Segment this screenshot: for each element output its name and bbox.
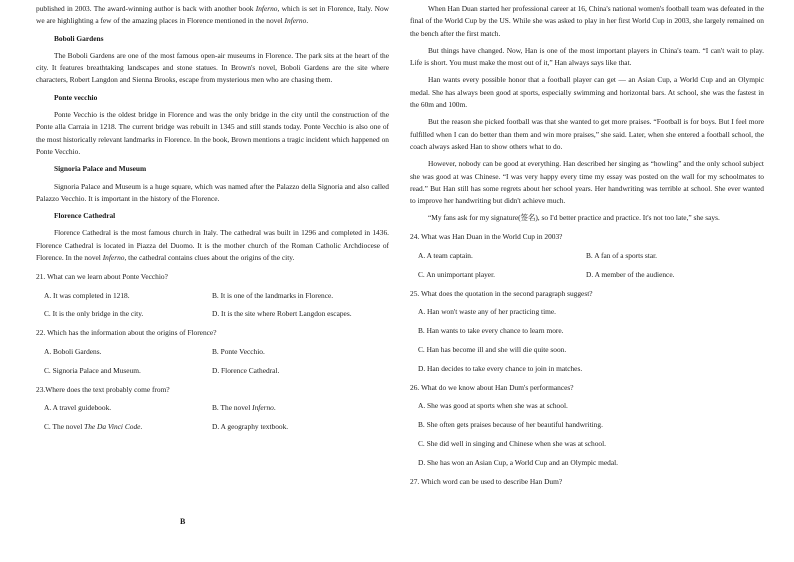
question-23-stem: 23.Where does the text probably come from?: [36, 384, 170, 394]
passage-paragraph-3: Han wants every possible honor that a football player can get — an Asian Cup, a World Cup and an Olympic medal. She has always been good at sports, especially swimming and horizontal bars. At school, she was the fastest in the 60m and 100m.: [410, 75, 764, 110]
intro-italic-title-2: Inferno: [284, 16, 307, 26]
q24-option-c[interactable]: C. An unimportant player.: [418, 269, 495, 279]
cathedral-text-1: Florence Cathedral is the most famous church in Italy. The cathedral was built in 1296 and completed in 1436. Florence Cathedral is located in Piazza del Duomo. It is the mother church of the Roman Catholic Archdiocese of Florence. In the novel: [36, 228, 389, 263]
passage-paragraph-5: However, nobody can be good at everything. Han described her singing as “howling” and the only school subject she was good at was Chinese. “I was very happy every time my essay was posted on the wall for my schoolmates to read.” But Han still has some regrets about her school years. Her handwriting was terrible at school. She ever wanted to improve her handwriting but didn't achieve much.: [410, 159, 764, 206]
section-heading-cathedral: Florence Cathedral: [54, 211, 116, 221]
q21-option-b[interactable]: B. It is one of the landmarks in Florence.: [212, 290, 334, 300]
passage-paragraph-2: But things have changed. Now, Han is one of the most important players in China's team. “I can't wait to play. Life is short. You must make the most out of it,” Han always says like that.: [410, 45, 764, 68]
q23-option-c[interactable]: [36, 421, 204, 433]
question-21-options-row-1: [36, 290, 389, 302]
q23-option-b-italic: Inferno: [252, 403, 274, 413]
q24-option-d[interactable]: D. A member of the audience.: [586, 269, 675, 279]
section-text-signoria: Signoria Palace and Museum is a huge square, which was named after the Palazzo della Signoria and also called Palazzo Vecchio. It is important in the history of the Florence.: [36, 181, 389, 203]
cathedral-italic-title: Inferno: [102, 253, 125, 263]
page-letter: B: [180, 517, 186, 526]
passage-paragraph-4: But the reason she picked football was that she wanted to get more praises. “Football is for boys. But I feel more fulfilled when I can do better than them and win more praises,” she said. Later, when she entered a football school, the coach always asked Han to show others what to do.: [410, 117, 764, 151]
q25-option-c[interactable]: C. Han has become ill and she will die quite soon.: [418, 345, 567, 355]
q21-option-c[interactable]: C. It is the only bridge in the city.: [44, 309, 144, 319]
q23-option-c-end: .: [140, 422, 143, 432]
right-column: [410, 0, 764, 488]
passage-paragraph-1: When Han Duan started her professional career at 16, China's national women's football team was defeated in the final of the World Cup by the US. While she was asked to play in her first World Cup in 2003, she largely remained on the bench after the first match.: [410, 4, 764, 38]
question-22-options-row-2: [36, 365, 389, 377]
question-24-options-row-1: [410, 250, 764, 262]
q23-option-a[interactable]: A. A travel guidebook.: [44, 403, 112, 413]
q23-option-c-italic: The Da Vinci Code: [84, 422, 141, 432]
question-27-stem: 27. Which word can be used to describe Han Dum?: [410, 476, 563, 486]
question-26-stem: 26. What do we know about Han Dum's performances?: [410, 382, 574, 392]
q22-option-b[interactable]: B. Ponte Vecchio.: [212, 347, 265, 357]
question-22-options-row-1: [36, 346, 389, 358]
q26-option-b[interactable]: B. She often gets praises because of her beautiful handwriting.: [418, 420, 603, 430]
q23-option-b-text: B. The novel: [212, 403, 253, 413]
q23-option-b-end: .: [273, 403, 276, 413]
question-23-options-row-2: [36, 421, 389, 433]
passage-paragraph-6: “My fans ask for my signature(签名), so I'd better practice and practice. It's not too late,” she says.: [428, 213, 720, 223]
question-22-stem: 22. Which has the information about the origins of Florence?: [36, 328, 217, 338]
intro-text-2: , which is set in Florence, Italy. Now we are highlighting a few of the amazing places in Florence mentioned in the novel: [36, 4, 390, 26]
q21-option-d[interactable]: D. It is the site where Robert Langdon escapes.: [212, 309, 352, 319]
question-24-stem: 24. What was Han Duan in the World Cup in 2003?: [410, 232, 563, 242]
section-text-ponte: Ponte Vecchio is the oldest bridge in Florence and was the only bridge in the city until the construction of the Ponte alla Carraia in 1218. The current bridge was rebuilt in 1345 and still stands today. Ponte Vecchio is also one of the most historically relevant landmarks in Florence. In the book, Brown mentions a tragic incident which happened on Ponte Vecchio.: [36, 110, 389, 156]
q22-option-a[interactable]: A. Boboli Gardens.: [44, 347, 102, 357]
q24-option-a[interactable]: A. A team captain.: [418, 251, 473, 261]
q26-option-a[interactable]: A. She was good at sports when she was at school.: [418, 401, 568, 411]
left-column: [36, 0, 389, 434]
section-heading-boboli: Boboli Gardens: [54, 33, 104, 43]
q22-option-c[interactable]: C. Signoria Palace and Museum.: [44, 365, 141, 375]
section-text-cathedral: [36, 227, 389, 264]
q25-option-b[interactable]: B. Han wants to take every chance to learn more.: [418, 326, 564, 336]
intro-paragraph: [36, 3, 389, 28]
question-25-stem: 25. What does the quotation in the second paragraph suggest?: [410, 288, 593, 298]
q23-option-c-text: C. The novel: [44, 422, 85, 432]
question-21-stem: 21. What can we learn about Ponte Vecchio?: [36, 271, 168, 281]
q24-option-b[interactable]: B. A fan of a sports star.: [586, 251, 658, 261]
q25-option-d[interactable]: D. Han decides to take every chance to join in matches.: [418, 363, 583, 373]
intro-text-1: published in 2003. The award-winning author is back with another book: [36, 4, 256, 13]
question-21-options-row-2: [36, 308, 389, 320]
section-heading-ponte: Ponte vecchio: [54, 92, 98, 102]
section-heading-signoria: Signoria Palace and Museum: [54, 164, 147, 174]
intro-text-3: .: [306, 16, 309, 26]
section-text-boboli: The Boboli Gardens are one of the most famous open-air museums in Florence. The park sits at the heart of the city. It features breathtaking landscapes and stone statues. In Brown's novel, Boboli Gardens are the site where characters, Robert Langdon and Sienna Brooks, escape from mysterious men who are chasing them.: [36, 50, 389, 85]
question-23-options-row-1: [36, 402, 389, 414]
intro-italic-title-1: Inferno: [255, 4, 278, 13]
q23-option-b[interactable]: [204, 402, 372, 414]
q25-option-a[interactable]: A. Han won't waste any of her practicing time.: [418, 307, 557, 317]
q26-option-d[interactable]: D. She has won an Asian Cup, a World Cup and an Olympic medal.: [418, 457, 619, 467]
q26-option-c[interactable]: C. She did well in singing and Chinese when she was at school.: [418, 439, 607, 449]
cathedral-text-2: , the cathedral contains clues about the origins of the city.: [124, 253, 295, 263]
q21-option-a[interactable]: A. It was completed in 1218.: [44, 290, 130, 300]
q22-option-d[interactable]: D. Florence Cathedral.: [212, 365, 280, 375]
q23-option-d[interactable]: D. A geography textbook.: [212, 422, 289, 432]
question-24-options-row-2: [410, 269, 764, 281]
